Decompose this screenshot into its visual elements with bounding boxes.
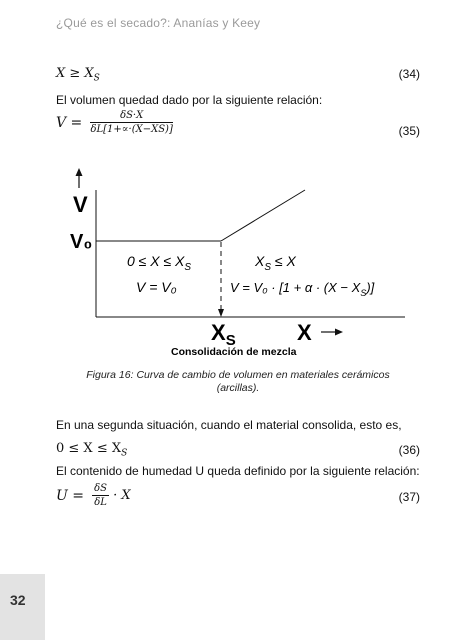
xs-label: $X_S$ xyxy=(211,320,236,349)
left-region-equation: V = V₀ xyxy=(136,279,177,295)
equation-34-number: (34) xyxy=(398,67,420,81)
paragraph-volume-relation: El volumen quedad dado por la siguiente relación: xyxy=(56,93,323,107)
equation-37-number: (37) xyxy=(398,490,420,504)
xs-dashed-arrowhead xyxy=(218,309,224,317)
page-number: 32 xyxy=(10,592,26,608)
left-region-condition: $0 \le X \le X_S$ xyxy=(127,253,192,273)
x-axis-label-arrowhead xyxy=(335,329,343,336)
equation-35-fraction xyxy=(90,110,172,135)
equation-36-subscript: S xyxy=(121,448,128,459)
y-axis-label: V xyxy=(73,192,88,217)
running-header: ¿Qué es el secado?: Ananías y Keey xyxy=(56,16,261,30)
equation-37-tail: · X xyxy=(113,488,131,503)
equation-35 xyxy=(56,110,416,135)
equation-37-fraction xyxy=(92,483,109,508)
figure-caption: Figura 16: Curva de cambio de volumen en materiales cerámicos (arcillas). xyxy=(86,369,390,394)
right-region-equation: $V = V_0 \cdot [1 + \alpha \cdot (X - X_S)]$ xyxy=(230,280,375,298)
volume-curve-figure xyxy=(0,160,476,360)
equation-35-number: (35) xyxy=(398,124,420,138)
equation-34-formula: X ≥ X xyxy=(56,66,94,81)
equation-37-numerator: δS xyxy=(94,483,107,494)
equation-36-number: (36) xyxy=(398,443,420,457)
equation-36 xyxy=(56,441,416,459)
equation-35-lhs: V = xyxy=(56,114,83,131)
consolidation-label: Consolidación de mezcla xyxy=(171,346,297,358)
equation-37-denominator: δL xyxy=(94,497,107,508)
v0-label: V₀ xyxy=(70,231,93,253)
y-axis-arrowhead xyxy=(76,168,83,176)
right-region-condition: $X_S \le X$ xyxy=(255,253,296,273)
equation-37-lhs: U = xyxy=(56,487,84,504)
equation-37 xyxy=(56,483,416,508)
equation-35-numerator: δS·X xyxy=(90,110,172,123)
curve-rising-segment xyxy=(221,190,305,241)
paragraph-moisture: El contenido de humedad U queda definido por la siguiente relación: xyxy=(56,464,420,478)
x-axis-label: X xyxy=(297,320,312,345)
paragraph-consolidation: En una segunda situación, cuando el material consolida, esto es, xyxy=(56,418,402,432)
equation-34 xyxy=(56,66,416,84)
equation-36-formula: 0 ≤ X ≤ X xyxy=(56,441,122,456)
equation-35-denominator: δL[1+∝·(X−XS)] xyxy=(90,124,173,135)
equation-34-subscript: S xyxy=(93,73,100,84)
